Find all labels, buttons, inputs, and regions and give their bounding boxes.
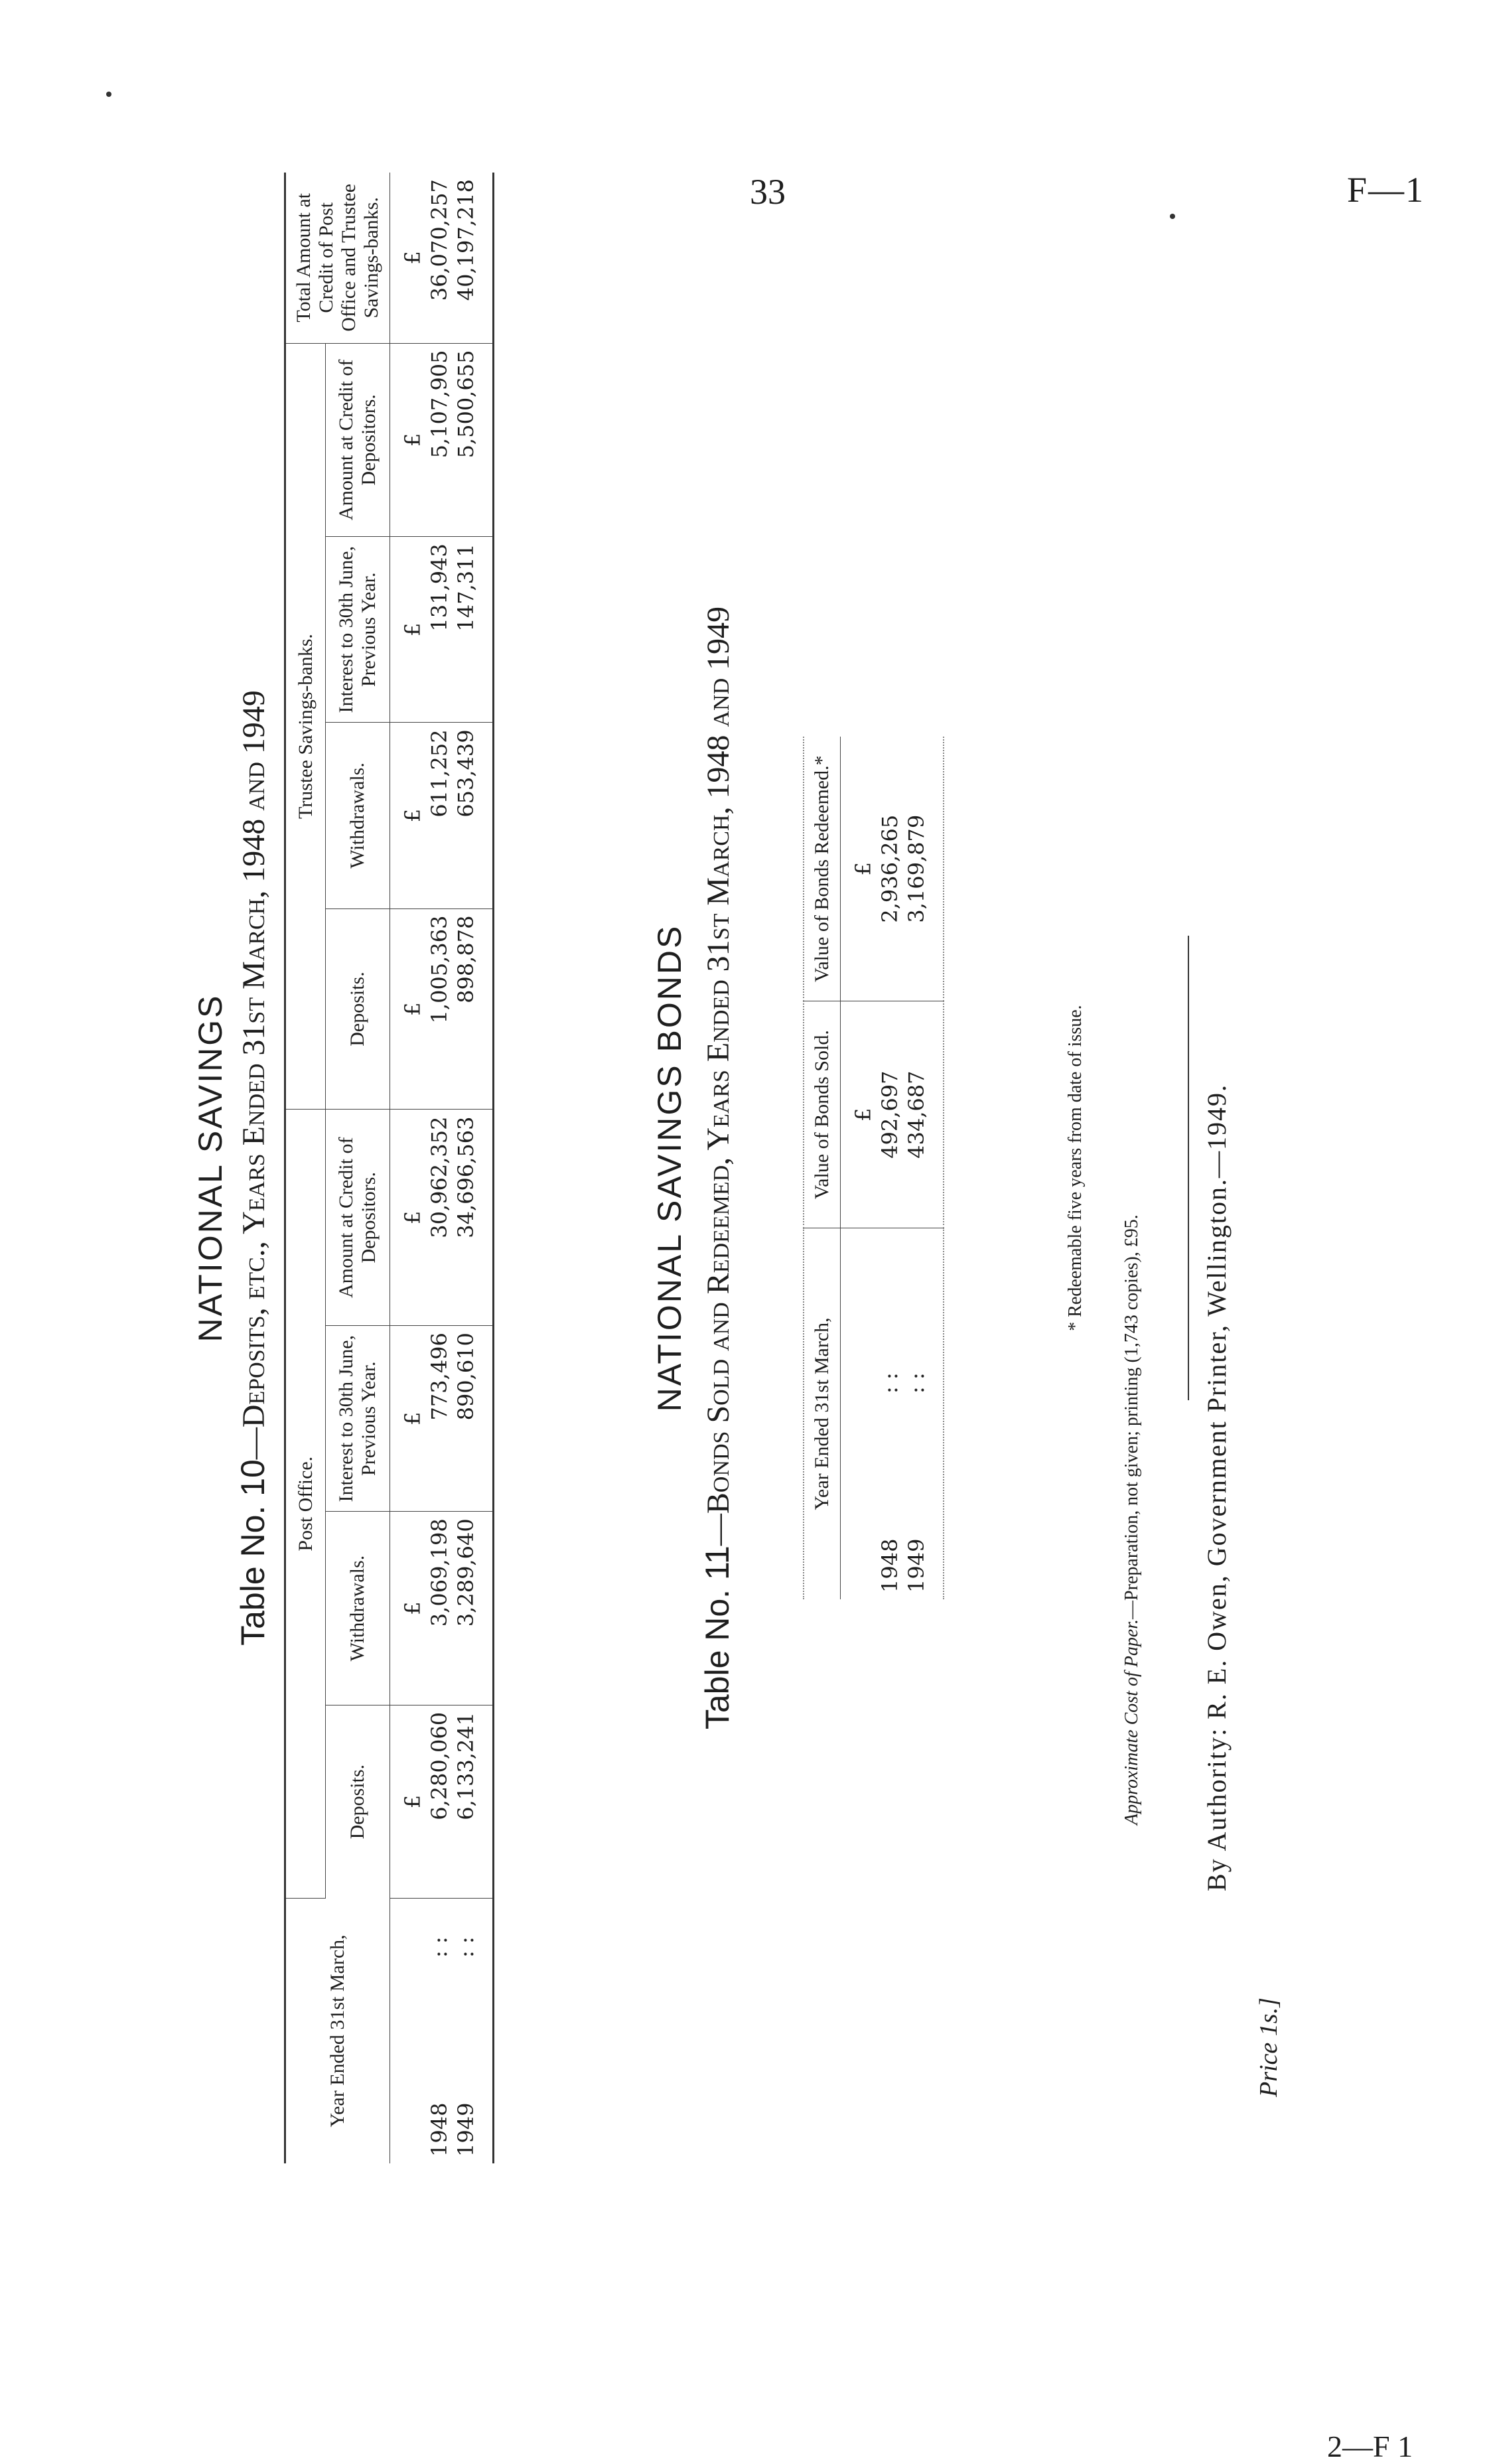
po-amount-header: Amount at Credit of Depositors. bbox=[326, 1110, 390, 1326]
year-cell: 1948: : bbox=[427, 1936, 452, 2157]
value-sold-cell: 492,697 bbox=[877, 1001, 903, 1228]
table-11-number: Table No. 11 bbox=[699, 1546, 736, 1730]
table-10-number: Table No. 10 bbox=[234, 1459, 271, 1646]
currency-symbol: £ bbox=[390, 343, 427, 537]
currency-symbol: £ bbox=[841, 737, 877, 1001]
currency-row bbox=[841, 737, 877, 1599]
year-cell: 1949: : bbox=[453, 1936, 478, 2157]
empty-cell bbox=[841, 1228, 877, 1599]
po-withdrawals-header: Withdrawals. bbox=[326, 1512, 390, 1705]
authority-line: By Authority: R. E. Owen, Government Printer, Wellington.—1949. bbox=[1202, 1083, 1232, 1891]
tsb-deposits-cell: 1,005,363 bbox=[426, 908, 453, 1110]
national-savings-bonds-heading: NATIONAL SAVINGS BONDS bbox=[651, 924, 688, 1412]
po-interest-header: Interest to 30th June, Previous Year. bbox=[326, 1326, 390, 1512]
document-reference: F—1 bbox=[1347, 170, 1425, 210]
table-11-title bbox=[697, 471, 739, 1865]
bonds-table bbox=[803, 737, 944, 1599]
speck-mark bbox=[106, 92, 111, 97]
year-column-header: Year Ended 31st March, bbox=[804, 1228, 841, 1599]
post-office-group-header: Post Office. bbox=[285, 1110, 326, 1898]
rotated-page-content bbox=[166, 73, 1489, 2463]
tsb-withdrawals-header: Withdrawals. bbox=[326, 723, 390, 908]
table-10-title bbox=[232, 73, 275, 2263]
table-row bbox=[453, 173, 494, 2163]
cost-label: Approximate Cost of Paper. bbox=[1121, 1619, 1142, 1825]
currency-symbol: £ bbox=[390, 1705, 427, 1898]
value-redeemed-cell: 3,169,879 bbox=[903, 737, 944, 1001]
tsb-deposits-cell: 898,878 bbox=[453, 908, 494, 1110]
currency-symbol: £ bbox=[390, 173, 427, 343]
currency-symbol: £ bbox=[390, 908, 427, 1110]
total-cell: 40,197,218 bbox=[453, 173, 494, 343]
currency-symbol: £ bbox=[841, 1001, 877, 1228]
total-cell: 36,070,257 bbox=[426, 173, 453, 343]
currency-row bbox=[390, 173, 427, 2163]
trustee-savings-group-header: Trustee Savings-banks. bbox=[285, 343, 326, 1110]
table-10-title-text: —Deposits, etc., Years Ended 31st March, 1948 and 1949 bbox=[236, 690, 271, 1460]
tsb-amount-header: Amount at Credit of Depositors. bbox=[326, 343, 390, 537]
total-column-header: Total Amount at Credit of Post Office and Trustee Savings-banks. bbox=[285, 173, 390, 343]
value-sold-header: Value of Bonds Sold. bbox=[804, 1001, 841, 1228]
year-column-header: Year Ended 31st March, bbox=[285, 1898, 390, 2163]
tsb-interest-header: Interest to 30th June, Previous Year. bbox=[326, 537, 390, 723]
value-redeemed-header: Value of Bonds Redeemed.* bbox=[804, 737, 841, 1001]
po-interest-cell: 773,496 bbox=[426, 1326, 453, 1512]
footnote: * Redeemable five years from date of issue. bbox=[1065, 1005, 1086, 1331]
value-redeemed-cell: 2,936,265 bbox=[877, 737, 903, 1001]
national-savings-heading: NATIONAL SAVINGS bbox=[192, 993, 229, 1342]
table-11-title-text: —Bonds Sold and Redeemed, Years Ended 31st March, 1948 and 1949 bbox=[701, 606, 736, 1546]
cost-text: —Preparation, not given; printing (1,743 copies), £95. bbox=[1121, 1214, 1142, 1619]
page-reference-left: 2—F 1 bbox=[1327, 2429, 1413, 2463]
po-deposits-cell: 6,280,060 bbox=[426, 1705, 453, 1898]
po-withdrawals-cell: 3,069,198 bbox=[426, 1512, 453, 1705]
table-row bbox=[877, 737, 903, 1599]
tsb-interest-cell: 131,943 bbox=[426, 537, 453, 723]
po-amount-cell: 34,696,563 bbox=[453, 1110, 494, 1326]
po-deposits-cell: 6,133,241 bbox=[453, 1705, 494, 1898]
tsb-deposits-header: Deposits. bbox=[326, 908, 390, 1110]
currency-symbol: £ bbox=[390, 1110, 427, 1326]
tsb-withdrawals-cell: 653,439 bbox=[453, 723, 494, 908]
currency-symbol: £ bbox=[390, 1512, 427, 1705]
currency-symbol: £ bbox=[390, 723, 427, 908]
currency-symbol: £ bbox=[390, 537, 427, 723]
page-number: 33 bbox=[750, 172, 786, 212]
table-row bbox=[426, 173, 453, 2163]
table-row bbox=[903, 737, 944, 1599]
value-sold-cell: 434,687 bbox=[903, 1001, 944, 1228]
price-note: Price 1s.] bbox=[1255, 1997, 1283, 2097]
year-cell: 1949: : bbox=[904, 1372, 929, 1593]
tsb-amount-cell: 5,500,655 bbox=[453, 343, 494, 537]
tsb-withdrawals-cell: 611,252 bbox=[426, 723, 453, 908]
deposits-table bbox=[284, 173, 494, 2163]
empty-cell bbox=[390, 1898, 427, 2163]
po-interest-cell: 890,610 bbox=[453, 1326, 494, 1512]
tsb-amount-cell: 5,107,905 bbox=[426, 343, 453, 537]
year-cell: 1948: : bbox=[877, 1372, 902, 1593]
po-withdrawals-cell: 3,289,640 bbox=[453, 1512, 494, 1705]
currency-symbol: £ bbox=[390, 1326, 427, 1512]
cost-note bbox=[1121, 1214, 1143, 1825]
tsb-interest-cell: 147,311 bbox=[453, 537, 494, 723]
separator-rule bbox=[1188, 936, 1189, 1400]
po-amount-cell: 30,962,352 bbox=[426, 1110, 453, 1326]
po-deposits-header: Deposits. bbox=[326, 1705, 390, 1898]
